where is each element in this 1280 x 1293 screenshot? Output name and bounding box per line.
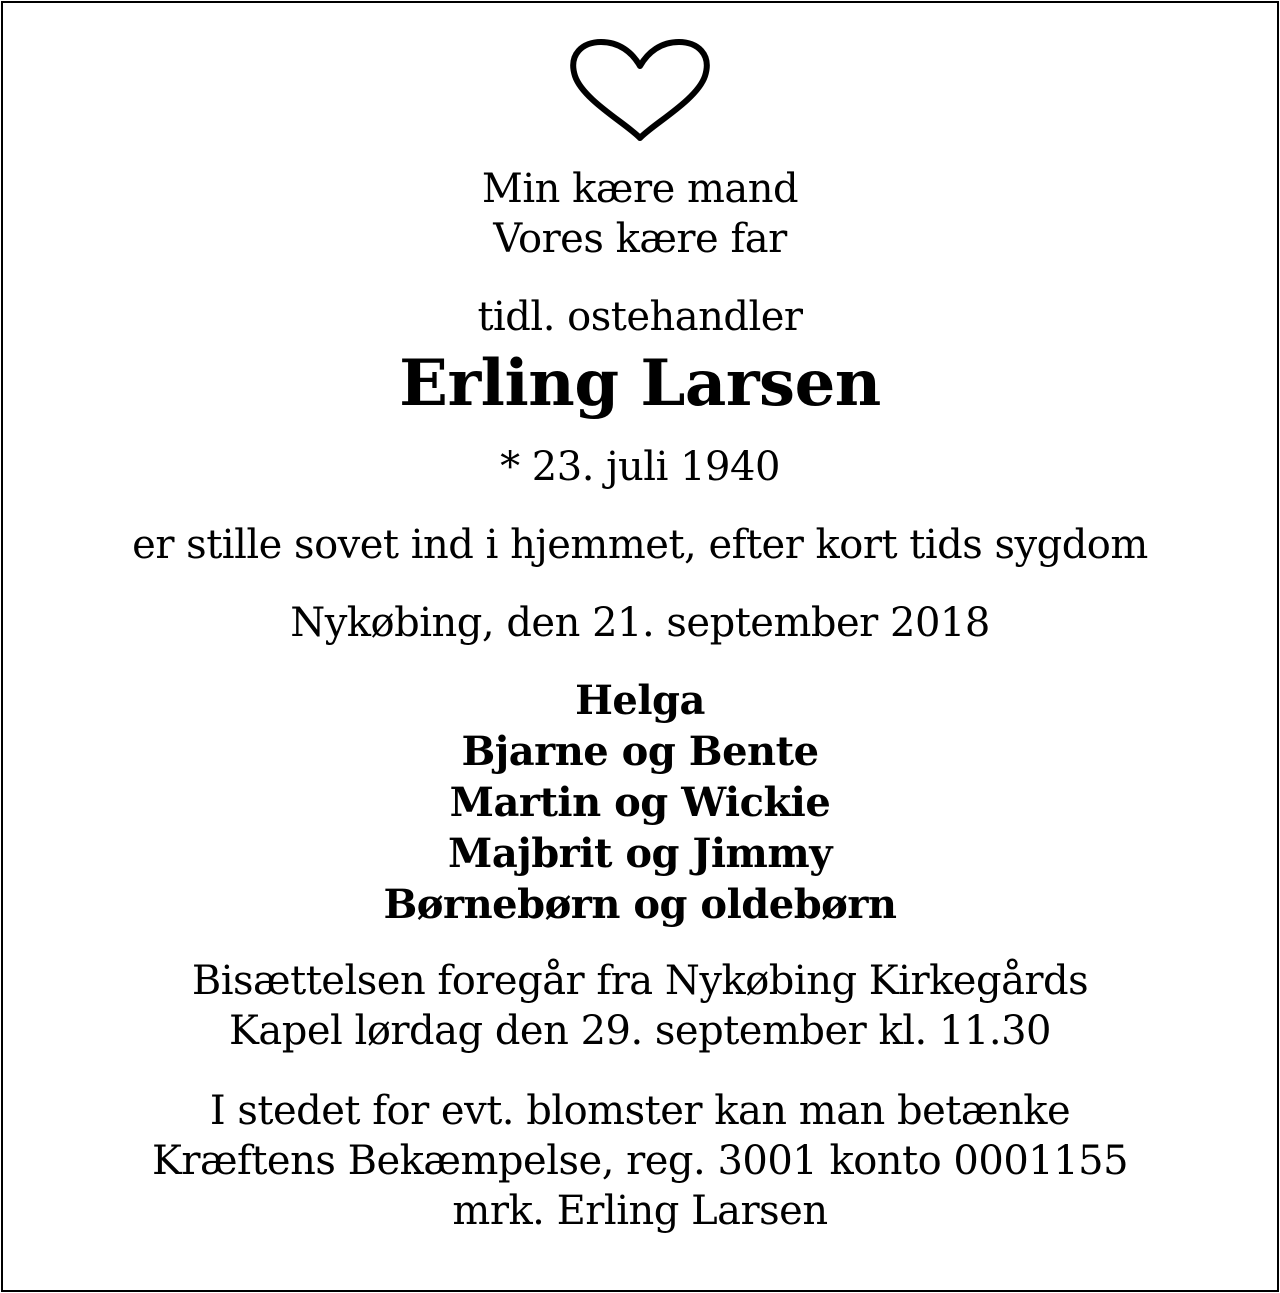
heart-icon [565,38,715,144]
funeral-line-2: Kapel lørdag den 29. september kl. 11.30 [229,1008,1051,1054]
donation-line-3: mrk. Erling Larsen [452,1188,828,1234]
place-date: Nykøbing, den 21. september 2018 [290,600,990,646]
funeral-line-1: Bisættelsen foregår fra Nykøbing Kirkegårds [191,958,1089,1004]
intro-line-1: Min kære mand [481,166,799,212]
mourner-line: Martin og Wickie [449,779,831,826]
donation-line-1: I stedet for evt. blomster kan man betænke [209,1088,1071,1134]
deceased-title: tidl. ostehandler [477,294,803,340]
intro-line-2: Vores kære far [493,216,787,262]
birth-date: * 23. juli 1940 [500,444,780,490]
mourner-line: Børnebørn og oldebørn [383,881,897,928]
deceased-name: Erling Larsen [399,346,881,421]
death-message: er stille sovet ind i hjemmet, efter kort tids sygdom [132,522,1148,568]
mourner-line: Majbrit og Jimmy [448,830,832,877]
mourner-line: Helga [575,677,705,724]
donation-line-2: Kræftens Bekæmpelse, reg. 3001 konto 0001155 [151,1138,1129,1184]
mourner-line: Bjarne og Bente [461,728,819,775]
